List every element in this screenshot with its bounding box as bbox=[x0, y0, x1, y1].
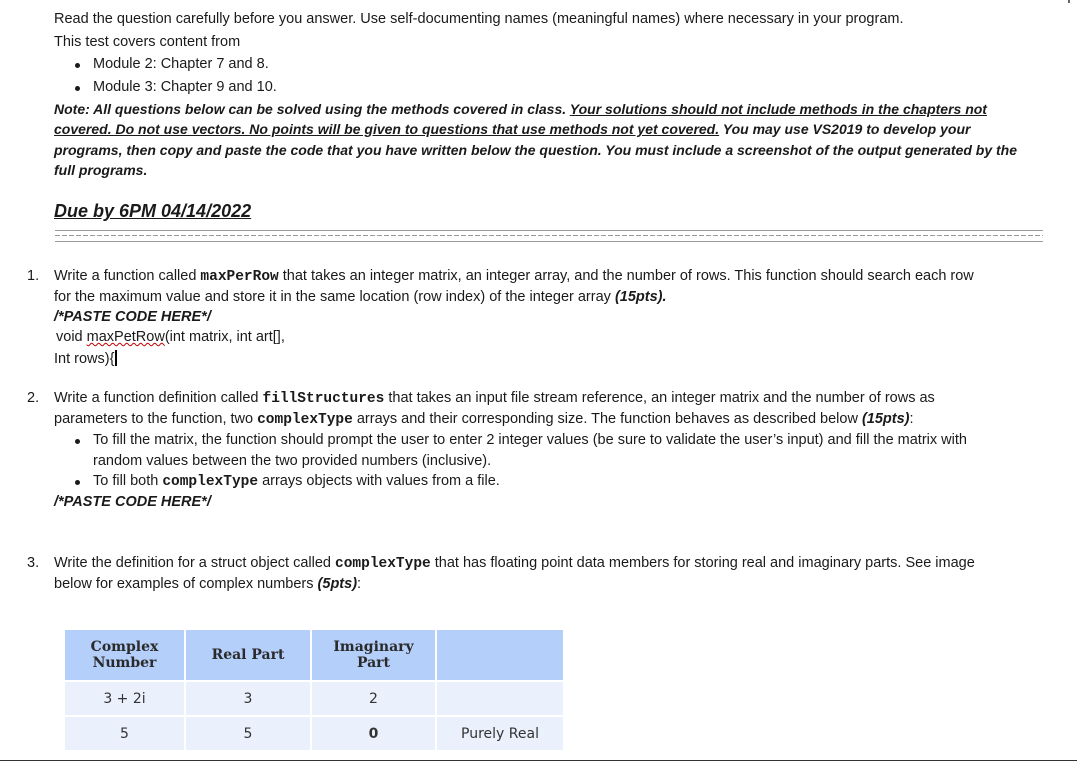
q1-number: 1. bbox=[27, 268, 40, 284]
note-line-2: covered. Do not use vectors. No points will be given to questions that use methods not yet covered. You may use VS2019 to develop your bbox=[54, 121, 971, 137]
q2-paste-marker: /*PASTE CODE HERE*/ bbox=[54, 494, 211, 510]
complex-number-table bbox=[63, 628, 565, 752]
bullet-icon bbox=[75, 63, 80, 68]
cell-complex: 5 bbox=[65, 717, 184, 750]
cell-real: 5 bbox=[186, 717, 310, 750]
note-line-1: Note: All questions below can be solved using the methods covered in class. Your solutions should not include methods in the chapters not bbox=[54, 101, 987, 117]
header-complex-number: Complex Number bbox=[65, 630, 184, 680]
q3-number: 3. bbox=[27, 555, 40, 571]
bullet-icon bbox=[75, 439, 80, 444]
module-item: Module 2: Chapter 7 and 8. bbox=[93, 56, 269, 72]
module-item: Module 3: Chapter 9 and 10. bbox=[93, 79, 277, 95]
note-line-3: programs, then copy and paste the code that you have written below the question. You must include a screenshot of the output generated by the bbox=[54, 142, 1018, 158]
page-corner-mark bbox=[1068, 0, 1070, 3]
page-bottom-border bbox=[0, 760, 1077, 761]
header-imaginary-part: Imaginary Part bbox=[312, 630, 435, 680]
header-real-part: Real Part bbox=[186, 630, 310, 680]
header-notes bbox=[437, 630, 563, 680]
q2-bullet-1-line-2: random values between the two provided numbers (inclusive). bbox=[93, 453, 492, 469]
cell-note bbox=[437, 682, 563, 715]
text-cursor bbox=[115, 350, 117, 366]
intro-line-1: Read the question carefully before you answer. Use self-documenting names (meaningful names) where necessary in your program. bbox=[54, 11, 904, 27]
table-row bbox=[65, 682, 563, 715]
intro-line-2: This test covers content from bbox=[54, 34, 241, 50]
cell-note: Purely Real bbox=[437, 717, 563, 750]
q1-line-1: Write a function called maxPerRow that takes an integer matrix, an integer array, and the number of rows. This function should search each row bbox=[54, 268, 974, 285]
cell-complex: 3 + 2i bbox=[65, 682, 184, 715]
q2-number: 2. bbox=[27, 390, 40, 406]
q1-code-line-2[interactable]: Int rows){ bbox=[54, 350, 117, 367]
note-line-4: full programs. bbox=[54, 162, 148, 178]
q3-line-2: below for examples of complex numbers (5pts): bbox=[54, 576, 362, 592]
q1-code-line-1[interactable]: void maxPetRow(int matrix, int art[], bbox=[56, 329, 285, 345]
table-header-row bbox=[65, 630, 563, 680]
q1-line-2: for the maximum value and store it in the same location (row index) of the integer array (15pts). bbox=[54, 289, 667, 305]
q2-bullet-2: To fill both complexType arrays objects with values from a file. bbox=[93, 473, 500, 490]
table-row bbox=[65, 717, 563, 750]
q1-paste-marker: /*PASTE CODE HERE*/ bbox=[54, 309, 211, 325]
cell-imaginary: 2 bbox=[312, 682, 435, 715]
due-date: Due by 6PM 04/14/2022 bbox=[54, 201, 252, 221]
q2-line-2: parameters to the function, two complexType arrays and their corresponding size. The function behaves as described below (15pts): bbox=[54, 411, 914, 428]
q2-bullet-1-line-1: To fill the matrix, the function should prompt the user to enter 2 integer values (be sure to validate the user’s input) and fill the matrix with bbox=[93, 432, 967, 448]
cell-imaginary: 0 bbox=[312, 717, 435, 750]
bullet-icon bbox=[75, 480, 80, 485]
q2-line-1: Write a function definition called fillStructures that takes an input file stream reference, an integer matrix and the number of rows as bbox=[54, 390, 935, 407]
separator-line bbox=[55, 230, 1043, 242]
q3-line-1: Write the definition for a struct object called complexType that has floating point data members for storing real and imaginary parts. See image bbox=[54, 555, 975, 572]
bullet-icon bbox=[75, 86, 80, 91]
cell-real: 3 bbox=[186, 682, 310, 715]
